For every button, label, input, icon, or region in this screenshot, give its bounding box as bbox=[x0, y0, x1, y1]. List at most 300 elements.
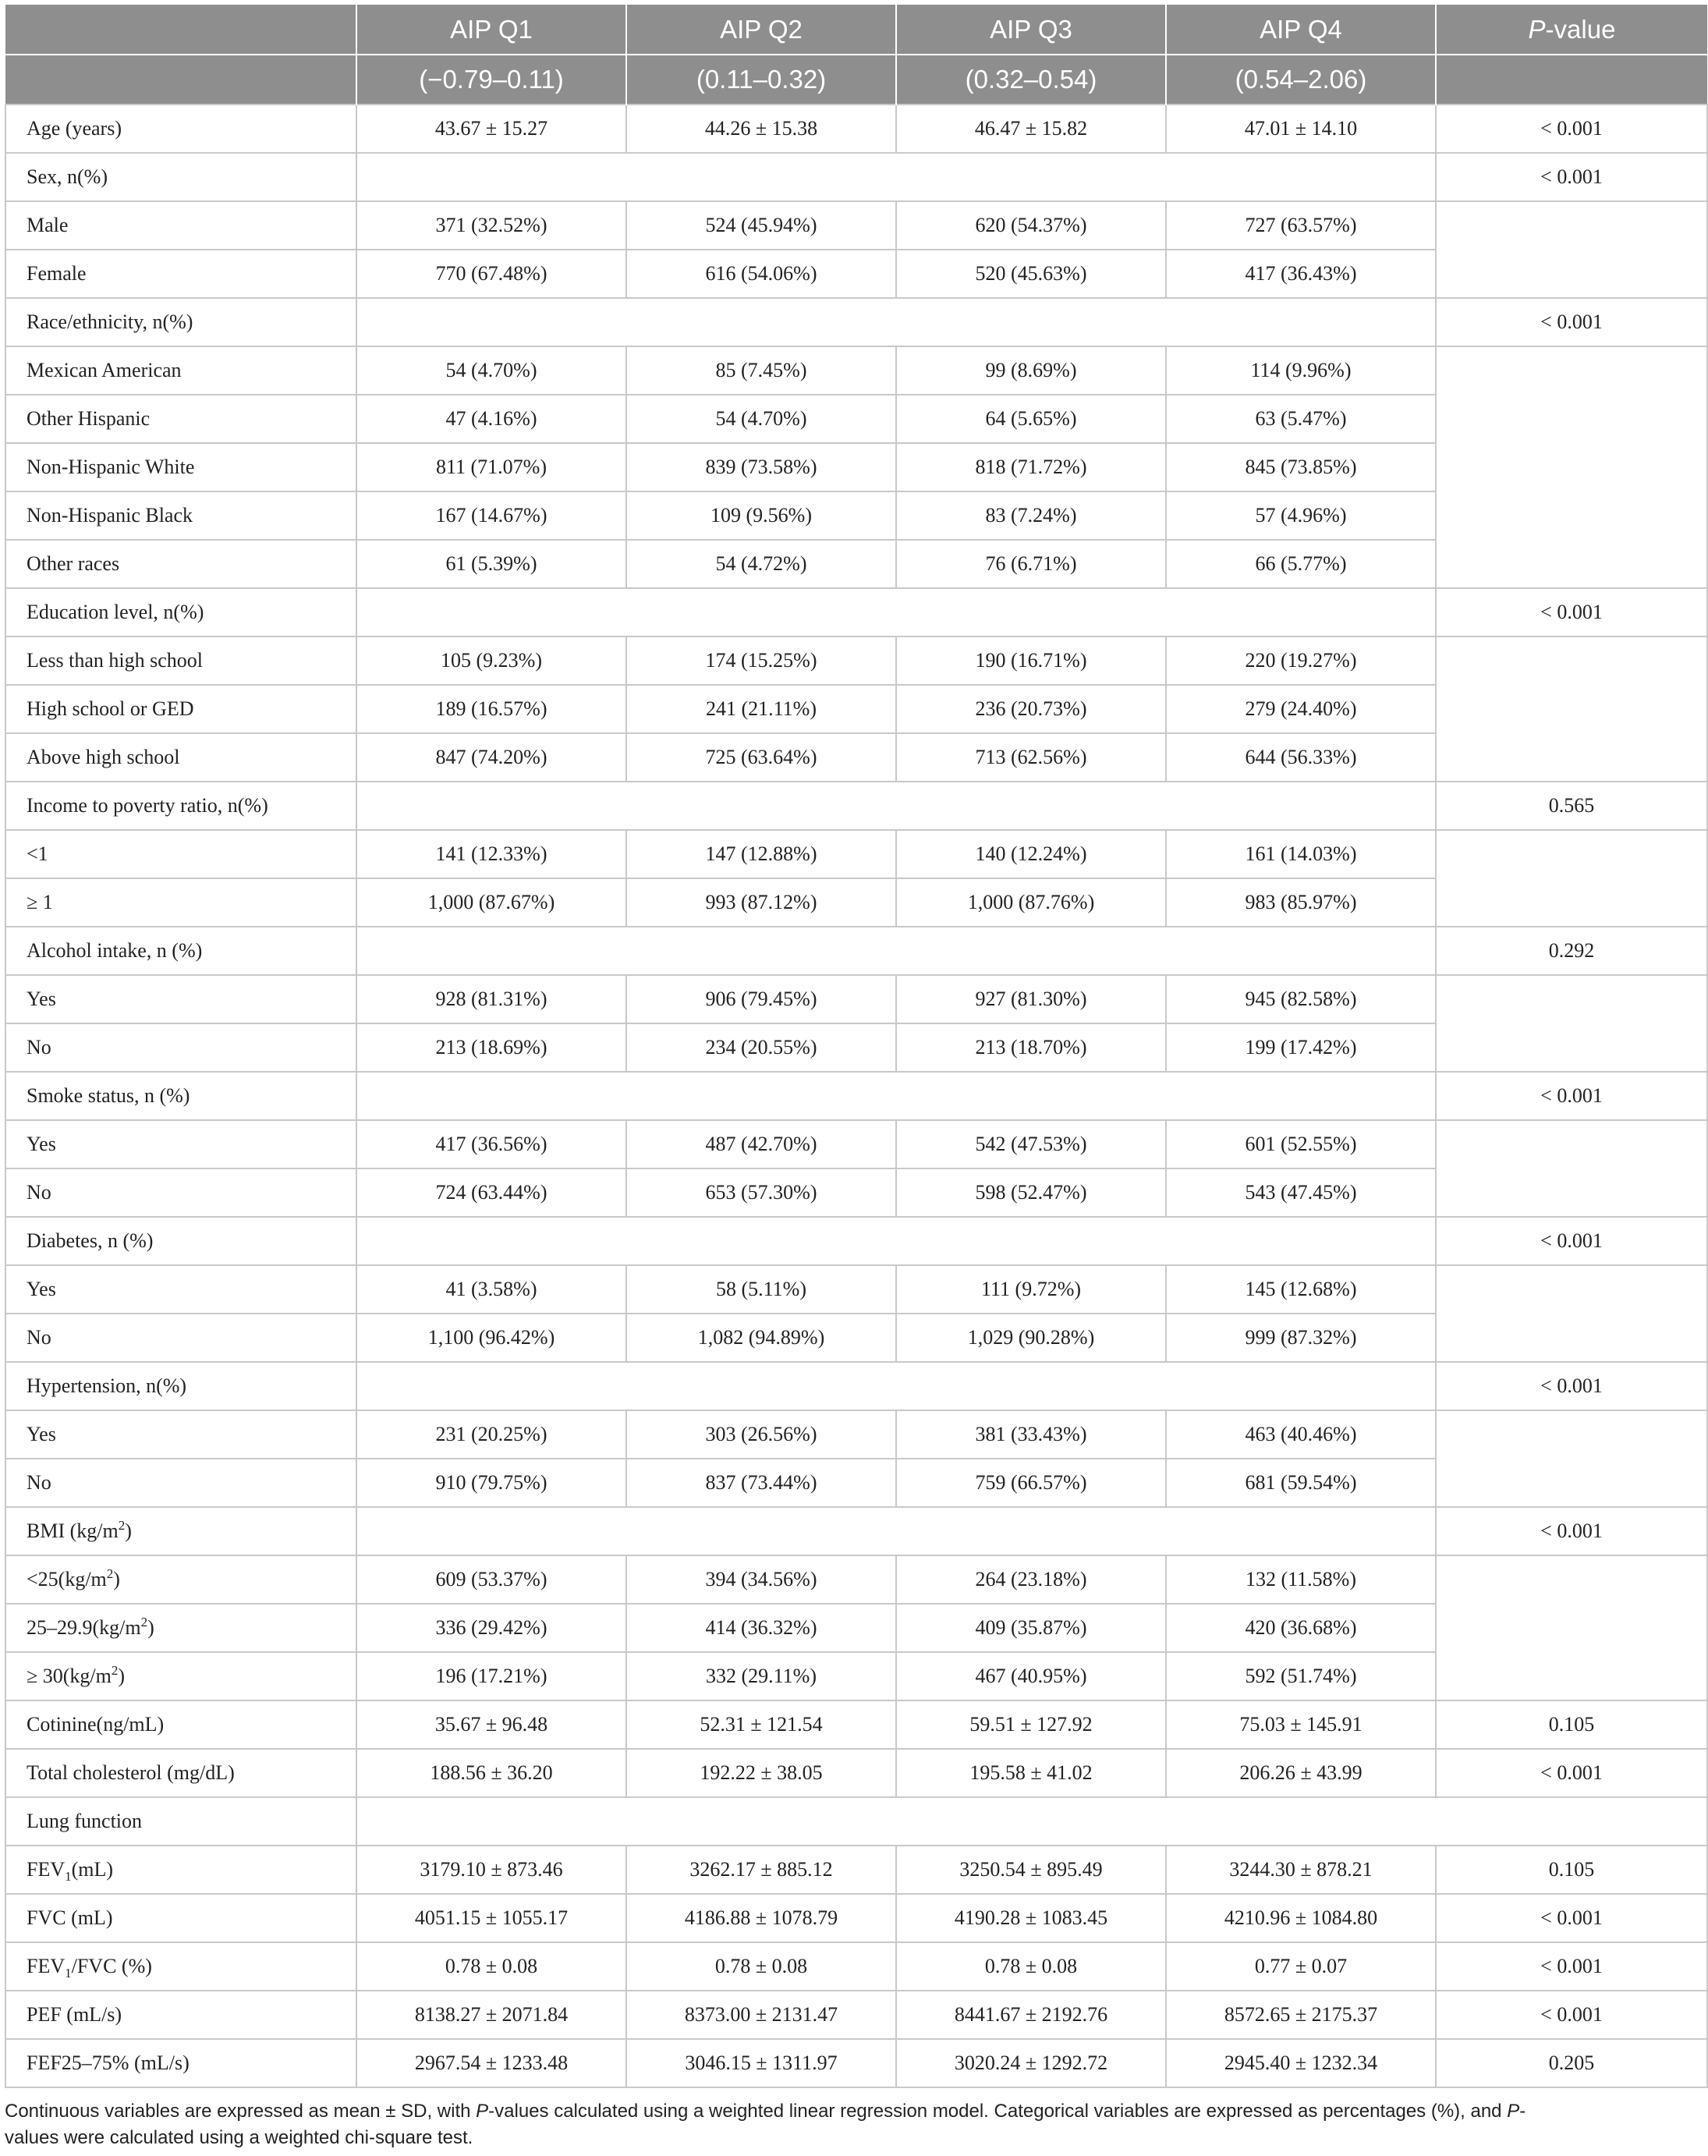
cell-aip-q2: 52.31 ± 121.54 bbox=[626, 1700, 896, 1749]
cell-aip-q1: 105 (9.23%) bbox=[356, 637, 626, 685]
row-label-suffix: ) bbox=[118, 1665, 126, 1687]
cell-pvalue: < 0.001 bbox=[1436, 588, 1707, 637]
cell-aip-q3: 111 (9.72%) bbox=[896, 1265, 1166, 1314]
row-label bbox=[5, 685, 356, 733]
table-row bbox=[5, 1265, 1707, 1314]
header-q4-range: (0.54–2.06) bbox=[1166, 55, 1436, 105]
cell-pvalue: < 0.001 bbox=[1436, 1362, 1707, 1410]
cell-aip-q4: 420 (36.68%) bbox=[1166, 1604, 1436, 1652]
table-body bbox=[5, 105, 1707, 2087]
cell-aip-q4: 206.26 ± 43.99 bbox=[1166, 1749, 1436, 1797]
cell-aip-q4: 463 (40.46%) bbox=[1166, 1410, 1436, 1459]
table-row bbox=[5, 927, 1707, 975]
cell-aip-q3: 99 (8.69%) bbox=[896, 346, 1166, 395]
row-label bbox=[5, 782, 356, 830]
cell-aip-q1: 41 (3.58%) bbox=[356, 1265, 626, 1314]
cell-aip-q1: 231 (20.25%) bbox=[356, 1410, 626, 1459]
row-label bbox=[5, 346, 356, 395]
row-label-text: ≥ 30(kg/m bbox=[27, 1665, 112, 1687]
table-row bbox=[5, 1120, 1707, 1168]
cell-aip-q1: 928 (81.31%) bbox=[356, 975, 626, 1023]
footnote-p-italic-2: P bbox=[1507, 2101, 1520, 2122]
cell-aip-q1: 609 (53.37%) bbox=[356, 1555, 626, 1604]
table-row bbox=[5, 2039, 1707, 2087]
row-label-text: No bbox=[27, 1471, 51, 1494]
row-label-text: Non-Hispanic White bbox=[27, 456, 195, 478]
cell-merged-empty bbox=[356, 1072, 1436, 1120]
row-label bbox=[5, 878, 356, 927]
cell-aip-q2: 3262.17 ± 885.12 bbox=[626, 1846, 896, 1894]
row-label bbox=[5, 1555, 356, 1604]
row-label-text: Education level, n(%) bbox=[27, 601, 204, 623]
table-row bbox=[5, 153, 1707, 201]
cell-aip-q3: 467 (40.95%) bbox=[896, 1652, 1166, 1700]
cell-aip-q3: 236 (20.73%) bbox=[896, 685, 1166, 733]
cell-pvalue: 0.292 bbox=[1436, 927, 1707, 975]
footnote-text-3: -values were calculated using a weighted chi-square test. bbox=[5, 2101, 1526, 2148]
row-label bbox=[5, 153, 356, 201]
cell-aip-q4: 8572.65 ± 2175.37 bbox=[1166, 1991, 1436, 2039]
header-row-ranges bbox=[5, 55, 1707, 105]
cell-pvalue-empty bbox=[1436, 1265, 1707, 1362]
cell-aip-q1: 336 (29.42%) bbox=[356, 1604, 626, 1652]
row-label-text: No bbox=[27, 1036, 51, 1058]
row-label-text: Cotinine(ng/mL) bbox=[27, 1713, 165, 1736]
cell-aip-q4: 57 (4.96%) bbox=[1166, 491, 1436, 540]
row-label bbox=[5, 395, 356, 443]
cell-aip-q3: 818 (71.72%) bbox=[896, 443, 1166, 491]
cell-merged-empty bbox=[356, 1362, 1436, 1410]
header-row-names bbox=[5, 5, 1707, 55]
row-label bbox=[5, 637, 356, 685]
cell-aip-q4: 66 (5.77%) bbox=[1166, 540, 1436, 588]
row-label-text: Yes bbox=[27, 988, 56, 1010]
cell-aip-q1: 3179.10 ± 873.46 bbox=[356, 1846, 626, 1894]
cell-aip-q1: 47 (4.16%) bbox=[356, 395, 626, 443]
cell-aip-q1: 770 (67.48%) bbox=[356, 250, 626, 298]
cell-aip-q3: 927 (81.30%) bbox=[896, 975, 1166, 1023]
row-label-text: Other races bbox=[27, 552, 120, 575]
header-pvalue-blank bbox=[1436, 55, 1707, 105]
row-label-superscript: 2 bbox=[106, 1566, 114, 1581]
table-row bbox=[5, 105, 1707, 153]
row-label-text: Smoke status, n (%) bbox=[27, 1084, 190, 1107]
row-label-text: Yes bbox=[27, 1423, 56, 1445]
table-row bbox=[5, 346, 1707, 395]
cell-aip-q1: 43.67 ± 15.27 bbox=[356, 105, 626, 153]
cell-aip-q3: 264 (23.18%) bbox=[896, 1555, 1166, 1604]
row-label-text: Income to poverty ratio, n(%) bbox=[27, 794, 268, 817]
cell-pvalue-empty bbox=[1436, 346, 1707, 588]
header-variable-cell-2 bbox=[5, 55, 356, 105]
table-container bbox=[5, 5, 1616, 2088]
cell-pvalue: 0.565 bbox=[1436, 782, 1707, 830]
cell-aip-q2: 54 (4.72%) bbox=[626, 540, 896, 588]
row-label-text: Alcohol intake, n (%) bbox=[27, 939, 203, 962]
cell-aip-q3: 620 (54.37%) bbox=[896, 201, 1166, 250]
row-label-suffix: ) bbox=[125, 1519, 132, 1542]
row-label-text: Total cholesterol (mg/dL) bbox=[27, 1761, 235, 1784]
row-label-text: PEF (mL/s) bbox=[27, 2003, 122, 2026]
row-label-text: No bbox=[27, 1326, 51, 1349]
cell-pvalue: < 0.001 bbox=[1436, 1749, 1707, 1797]
cell-aip-q4: 727 (63.57%) bbox=[1166, 201, 1436, 250]
cell-aip-q3: 713 (62.56%) bbox=[896, 733, 1166, 782]
cell-aip-q4: 681 (59.54%) bbox=[1166, 1459, 1436, 1507]
row-label bbox=[5, 1168, 356, 1217]
cell-merged-empty bbox=[356, 927, 1436, 975]
cell-aip-q1: 0.78 ± 0.08 bbox=[356, 1942, 626, 1991]
cell-aip-q1: 2967.54 ± 1233.48 bbox=[356, 2039, 626, 2087]
cell-aip-q2: 906 (79.45%) bbox=[626, 975, 896, 1023]
cell-aip-q4: 592 (51.74%) bbox=[1166, 1652, 1436, 1700]
row-label-text: Mexican American bbox=[27, 359, 182, 381]
cell-aip-q2: 1,082 (94.89%) bbox=[626, 1314, 896, 1362]
footnote-text-2: -values calculated using a weighted linear regression model. Categorical variables are expressed as percentages (%), and bbox=[488, 2101, 1508, 2122]
cell-pvalue-empty bbox=[1436, 1555, 1707, 1700]
row-label bbox=[5, 443, 356, 491]
cell-aip-q4: 132 (11.58%) bbox=[1166, 1555, 1436, 1604]
cell-aip-q3: 4190.28 ± 1083.45 bbox=[896, 1894, 1166, 1942]
cell-pvalue-empty bbox=[1436, 830, 1707, 927]
cell-merged-empty bbox=[356, 153, 1436, 201]
cell-aip-q3: 8441.67 ± 2192.76 bbox=[896, 1991, 1166, 2039]
table-row bbox=[5, 298, 1707, 346]
row-label-text: Male bbox=[27, 214, 69, 236]
cell-aip-q4: 114 (9.96%) bbox=[1166, 346, 1436, 395]
row-label-text: ≥ 1 bbox=[27, 891, 53, 913]
row-label bbox=[5, 1120, 356, 1168]
cell-aip-q4: 47.01 ± 14.10 bbox=[1166, 105, 1436, 153]
cell-aip-q2: 241 (21.11%) bbox=[626, 685, 896, 733]
cell-aip-q1: 189 (16.57%) bbox=[356, 685, 626, 733]
row-label-text: Yes bbox=[27, 1133, 56, 1155]
header-q1-range: (−0.79–0.11) bbox=[356, 55, 626, 105]
table-row bbox=[5, 1217, 1707, 1265]
header-q3-range: (0.32–0.54) bbox=[896, 55, 1166, 105]
cell-aip-q3: 759 (66.57%) bbox=[896, 1459, 1166, 1507]
row-label bbox=[5, 1991, 356, 2039]
cell-aip-q1: 724 (63.44%) bbox=[356, 1168, 626, 1217]
header-q2-range: (0.11–0.32) bbox=[626, 55, 896, 105]
cell-aip-q4: 945 (82.58%) bbox=[1166, 975, 1436, 1023]
row-label-suffix: (mL) bbox=[71, 1858, 114, 1881]
cell-pvalue: < 0.001 bbox=[1436, 153, 1707, 201]
table-row bbox=[5, 1700, 1707, 1749]
cell-aip-q3: 76 (6.71%) bbox=[896, 540, 1166, 588]
cell-aip-q2: 524 (45.94%) bbox=[626, 201, 896, 250]
cell-aip-q2: 653 (57.30%) bbox=[626, 1168, 896, 1217]
cell-aip-q4: 983 (85.97%) bbox=[1166, 878, 1436, 927]
cell-aip-q3: 1,000 (87.76%) bbox=[896, 878, 1166, 927]
cell-pvalue: < 0.001 bbox=[1436, 1507, 1707, 1555]
row-label-text: Other Hispanic bbox=[27, 407, 151, 430]
row-label bbox=[5, 588, 356, 637]
cell-aip-q3: 46.47 ± 15.82 bbox=[896, 105, 1166, 153]
row-label bbox=[5, 1894, 356, 1942]
row-label bbox=[5, 1749, 356, 1797]
cell-pvalue: < 0.001 bbox=[1436, 298, 1707, 346]
cell-aip-q2: 58 (5.11%) bbox=[626, 1265, 896, 1314]
cell-aip-q3: 3020.24 ± 1292.72 bbox=[896, 2039, 1166, 2087]
cell-aip-q2: 487 (42.70%) bbox=[626, 1120, 896, 1168]
table-row bbox=[5, 1072, 1707, 1120]
cell-aip-q3: 409 (35.87%) bbox=[896, 1604, 1166, 1652]
cell-aip-q4: 2945.40 ± 1232.34 bbox=[1166, 2039, 1436, 2087]
cell-aip-q1: 811 (71.07%) bbox=[356, 443, 626, 491]
cell-pvalue-empty bbox=[1436, 1410, 1707, 1507]
cell-aip-q4: 279 (24.40%) bbox=[1166, 685, 1436, 733]
row-label-text: Hypertension, n(%) bbox=[27, 1374, 187, 1397]
table-header bbox=[5, 5, 1707, 105]
cell-aip-q2: 332 (29.11%) bbox=[626, 1652, 896, 1700]
row-label-text: Non-Hispanic Black bbox=[27, 504, 193, 527]
row-label-text: <1 bbox=[27, 842, 48, 865]
header-variable-cell bbox=[5, 5, 356, 55]
table-row bbox=[5, 1942, 1707, 1991]
cell-aip-q2: 394 (34.56%) bbox=[626, 1555, 896, 1604]
row-label bbox=[5, 1700, 356, 1749]
table-row bbox=[5, 201, 1707, 250]
footnote-p-italic-1: P bbox=[476, 2101, 489, 2122]
table-row bbox=[5, 1749, 1707, 1797]
row-label bbox=[5, 491, 356, 540]
table-row bbox=[5, 637, 1707, 685]
row-label-subscript: 1 bbox=[65, 1869, 72, 1884]
cell-pvalue: 0.105 bbox=[1436, 1846, 1707, 1894]
row-label bbox=[5, 2039, 356, 2087]
cell-pvalue: < 0.001 bbox=[1436, 1217, 1707, 1265]
table-row bbox=[5, 1894, 1707, 1942]
row-label bbox=[5, 1362, 356, 1410]
row-label-text: No bbox=[27, 1181, 51, 1204]
cell-aip-q3: 83 (7.24%) bbox=[896, 491, 1166, 540]
cell-aip-q1: 1,100 (96.42%) bbox=[356, 1314, 626, 1362]
cell-aip-q2: 414 (36.32%) bbox=[626, 1604, 896, 1652]
table-row bbox=[5, 1797, 1707, 1846]
cell-aip-q2: 234 (20.55%) bbox=[626, 1023, 896, 1072]
cell-aip-q4: 63 (5.47%) bbox=[1166, 395, 1436, 443]
row-label bbox=[5, 105, 356, 153]
cell-aip-q2: 725 (63.64%) bbox=[626, 733, 896, 782]
cell-aip-q3: 59.51 ± 127.92 bbox=[896, 1700, 1166, 1749]
cell-aip-q2: 0.78 ± 0.08 bbox=[626, 1942, 896, 1991]
cell-aip-q4: 644 (56.33%) bbox=[1166, 733, 1436, 782]
row-label-text: Less than high school bbox=[27, 649, 204, 672]
row-label-suffix: ) bbox=[113, 1568, 120, 1590]
row-label bbox=[5, 1942, 356, 1991]
row-label bbox=[5, 1652, 356, 1700]
cell-aip-q1: 196 (17.21%) bbox=[356, 1652, 626, 1700]
cell-aip-q2: 192.22 ± 38.05 bbox=[626, 1749, 896, 1797]
header-pvalue-rest: -value bbox=[1545, 14, 1616, 44]
table-row bbox=[5, 1991, 1707, 2039]
row-label bbox=[5, 1023, 356, 1072]
cell-aip-q4: 999 (87.32%) bbox=[1166, 1314, 1436, 1362]
cell-aip-q2: 3046.15 ± 1311.97 bbox=[626, 2039, 896, 2087]
row-label bbox=[5, 1314, 356, 1362]
cell-aip-q3: 64 (5.65%) bbox=[896, 395, 1166, 443]
cell-aip-q4: 161 (14.03%) bbox=[1166, 830, 1436, 878]
cell-aip-q4: 3244.30 ± 878.21 bbox=[1166, 1846, 1436, 1894]
row-label bbox=[5, 1265, 356, 1314]
cell-aip-q3: 520 (45.63%) bbox=[896, 250, 1166, 298]
cell-aip-q1: 213 (18.69%) bbox=[356, 1023, 626, 1072]
row-label bbox=[5, 830, 356, 878]
row-label bbox=[5, 1797, 356, 1846]
cell-aip-q2: 993 (87.12%) bbox=[626, 878, 896, 927]
cell-aip-q3: 542 (47.53%) bbox=[896, 1120, 1166, 1168]
cell-aip-q4: 417 (36.43%) bbox=[1166, 250, 1436, 298]
row-label-suffix: /FVC (%) bbox=[71, 1955, 152, 1977]
cell-aip-q1: 61 (5.39%) bbox=[356, 540, 626, 588]
cell-aip-q2: 85 (7.45%) bbox=[626, 346, 896, 395]
row-label-superscript: 2 bbox=[111, 1663, 119, 1678]
row-label-suffix: ) bbox=[147, 1616, 154, 1639]
cell-aip-q2: 109 (9.56%) bbox=[626, 491, 896, 540]
table-row bbox=[5, 975, 1707, 1023]
row-label-text: Sex, n(%) bbox=[27, 165, 108, 188]
cell-aip-q1: 4051.15 ± 1055.17 bbox=[356, 1894, 626, 1942]
cell-aip-q2: 44.26 ± 15.38 bbox=[626, 105, 896, 153]
cell-aip-q1: 167 (14.67%) bbox=[356, 491, 626, 540]
table-row bbox=[5, 1846, 1707, 1894]
row-label bbox=[5, 1604, 356, 1652]
row-label bbox=[5, 1459, 356, 1507]
cell-pvalue-empty bbox=[1436, 201, 1707, 298]
header-q3-name: AIP Q3 bbox=[896, 5, 1166, 55]
row-label bbox=[5, 201, 356, 250]
row-label-text: Above high school bbox=[27, 746, 180, 768]
cell-aip-q1: 847 (74.20%) bbox=[356, 733, 626, 782]
cell-aip-q4: 0.77 ± 0.07 bbox=[1166, 1942, 1436, 1991]
table-row bbox=[5, 830, 1707, 878]
cell-aip-q3: 190 (16.71%) bbox=[896, 637, 1166, 685]
cell-aip-q1: 371 (32.52%) bbox=[356, 201, 626, 250]
cell-aip-q2: 147 (12.88%) bbox=[626, 830, 896, 878]
cell-aip-q1: 54 (4.70%) bbox=[356, 346, 626, 395]
header-pvalue bbox=[1436, 5, 1707, 55]
row-label bbox=[5, 1507, 356, 1555]
table-row bbox=[5, 1507, 1707, 1555]
cell-aip-q3: 598 (52.47%) bbox=[896, 1168, 1166, 1217]
cell-aip-q1: 141 (12.33%) bbox=[356, 830, 626, 878]
cell-pvalue: < 0.001 bbox=[1436, 1942, 1707, 1991]
cell-pvalue-empty bbox=[1436, 1120, 1707, 1217]
cell-pvalue-empty bbox=[1436, 637, 1707, 782]
cell-aip-q4: 601 (52.55%) bbox=[1166, 1120, 1436, 1168]
row-label-text: Age (years) bbox=[27, 117, 122, 140]
cell-aip-q1: 188.56 ± 36.20 bbox=[356, 1749, 626, 1797]
cell-aip-q2: 837 (73.44%) bbox=[626, 1459, 896, 1507]
cell-aip-q1: 8138.27 ± 2071.84 bbox=[356, 1991, 626, 2039]
cell-aip-q2: 303 (26.56%) bbox=[626, 1410, 896, 1459]
cell-aip-q1: 417 (36.56%) bbox=[356, 1120, 626, 1168]
cell-aip-q1: 1,000 (87.67%) bbox=[356, 878, 626, 927]
cell-aip-q4: 199 (17.42%) bbox=[1166, 1023, 1436, 1072]
cell-aip-q3: 1,029 (90.28%) bbox=[896, 1314, 1166, 1362]
cell-aip-q3: 140 (12.24%) bbox=[896, 830, 1166, 878]
row-label bbox=[5, 1072, 356, 1120]
cell-merged-empty bbox=[356, 1797, 1707, 1846]
header-q1-name: AIP Q1 bbox=[356, 5, 626, 55]
row-label bbox=[5, 975, 356, 1023]
cell-aip-q4: 145 (12.68%) bbox=[1166, 1265, 1436, 1314]
cell-aip-q1: 910 (79.75%) bbox=[356, 1459, 626, 1507]
table-row bbox=[5, 1555, 1707, 1604]
cell-aip-q2: 174 (15.25%) bbox=[626, 637, 896, 685]
row-label-text: Female bbox=[27, 262, 87, 285]
cell-aip-q3: 381 (33.43%) bbox=[896, 1410, 1166, 1459]
cell-pvalue: < 0.001 bbox=[1436, 105, 1707, 153]
cell-aip-q2: 4186.88 ± 1078.79 bbox=[626, 1894, 896, 1942]
cell-merged-empty bbox=[356, 1217, 1436, 1265]
row-label bbox=[5, 927, 356, 975]
header-q2-name: AIP Q2 bbox=[626, 5, 896, 55]
cell-aip-q3: 195.58 ± 41.02 bbox=[896, 1749, 1166, 1797]
cell-aip-q3: 0.78 ± 0.08 bbox=[896, 1942, 1166, 1991]
row-label-text: Yes bbox=[27, 1278, 56, 1300]
cell-pvalue: < 0.001 bbox=[1436, 1991, 1707, 2039]
cell-merged-empty bbox=[356, 1507, 1436, 1555]
cell-merged-empty bbox=[356, 588, 1436, 637]
row-label-text: Race/ethnicity, n(%) bbox=[27, 310, 193, 333]
row-label-subscript: 1 bbox=[65, 1966, 72, 1980]
cell-merged-empty bbox=[356, 782, 1436, 830]
table-row bbox=[5, 782, 1707, 830]
row-label-superscript: 2 bbox=[118, 1518, 126, 1533]
row-label bbox=[5, 250, 356, 298]
cell-aip-q4: 75.03 ± 145.91 bbox=[1166, 1700, 1436, 1749]
cell-aip-q2: 616 (54.06%) bbox=[626, 250, 896, 298]
cell-aip-q4: 845 (73.85%) bbox=[1166, 443, 1436, 491]
row-label-text: High school or GED bbox=[27, 697, 194, 720]
cell-pvalue-empty bbox=[1436, 975, 1707, 1072]
row-label bbox=[5, 298, 356, 346]
cell-aip-q2: 54 (4.70%) bbox=[626, 395, 896, 443]
table-row bbox=[5, 1410, 1707, 1459]
row-label-text: <25(kg/m bbox=[27, 1568, 107, 1590]
footnote-text-1: Continuous variables are expressed as mean ± SD, with bbox=[5, 2101, 477, 2122]
cell-pvalue: 0.105 bbox=[1436, 1700, 1707, 1749]
row-label bbox=[5, 1846, 356, 1894]
table-row bbox=[5, 1362, 1707, 1410]
row-label-text: FEV bbox=[27, 1955, 66, 1977]
row-label bbox=[5, 1217, 356, 1265]
cell-pvalue: < 0.001 bbox=[1436, 1894, 1707, 1942]
header-pvalue-italic: P bbox=[1528, 14, 1546, 44]
cell-aip-q4: 4210.96 ± 1084.80 bbox=[1166, 1894, 1436, 1942]
row-label-text: 25–29.9(kg/m bbox=[27, 1616, 141, 1639]
header-q4-name: AIP Q4 bbox=[1166, 5, 1436, 55]
row-label-text: FVC (mL) bbox=[27, 1906, 113, 1929]
row-label bbox=[5, 1410, 356, 1459]
cell-pvalue: < 0.001 bbox=[1436, 1072, 1707, 1120]
row-label bbox=[5, 733, 356, 782]
row-label-text: Diabetes, n (%) bbox=[27, 1229, 154, 1252]
row-label-text: FEF25–75% (mL/s) bbox=[27, 2051, 190, 2074]
row-label-superscript: 2 bbox=[140, 1615, 148, 1629]
characteristics-table bbox=[5, 5, 1708, 2088]
table-row bbox=[5, 588, 1707, 637]
row-label-text: BMI (kg/m bbox=[27, 1519, 119, 1542]
cell-aip-q2: 839 (73.58%) bbox=[626, 443, 896, 491]
row-label-text: FEV bbox=[27, 1858, 66, 1881]
table-footnote bbox=[5, 2098, 1550, 2151]
cell-aip-q3: 3250.54 ± 895.49 bbox=[896, 1846, 1166, 1894]
cell-aip-q1: 35.67 ± 96.48 bbox=[356, 1700, 626, 1749]
row-label bbox=[5, 540, 356, 588]
